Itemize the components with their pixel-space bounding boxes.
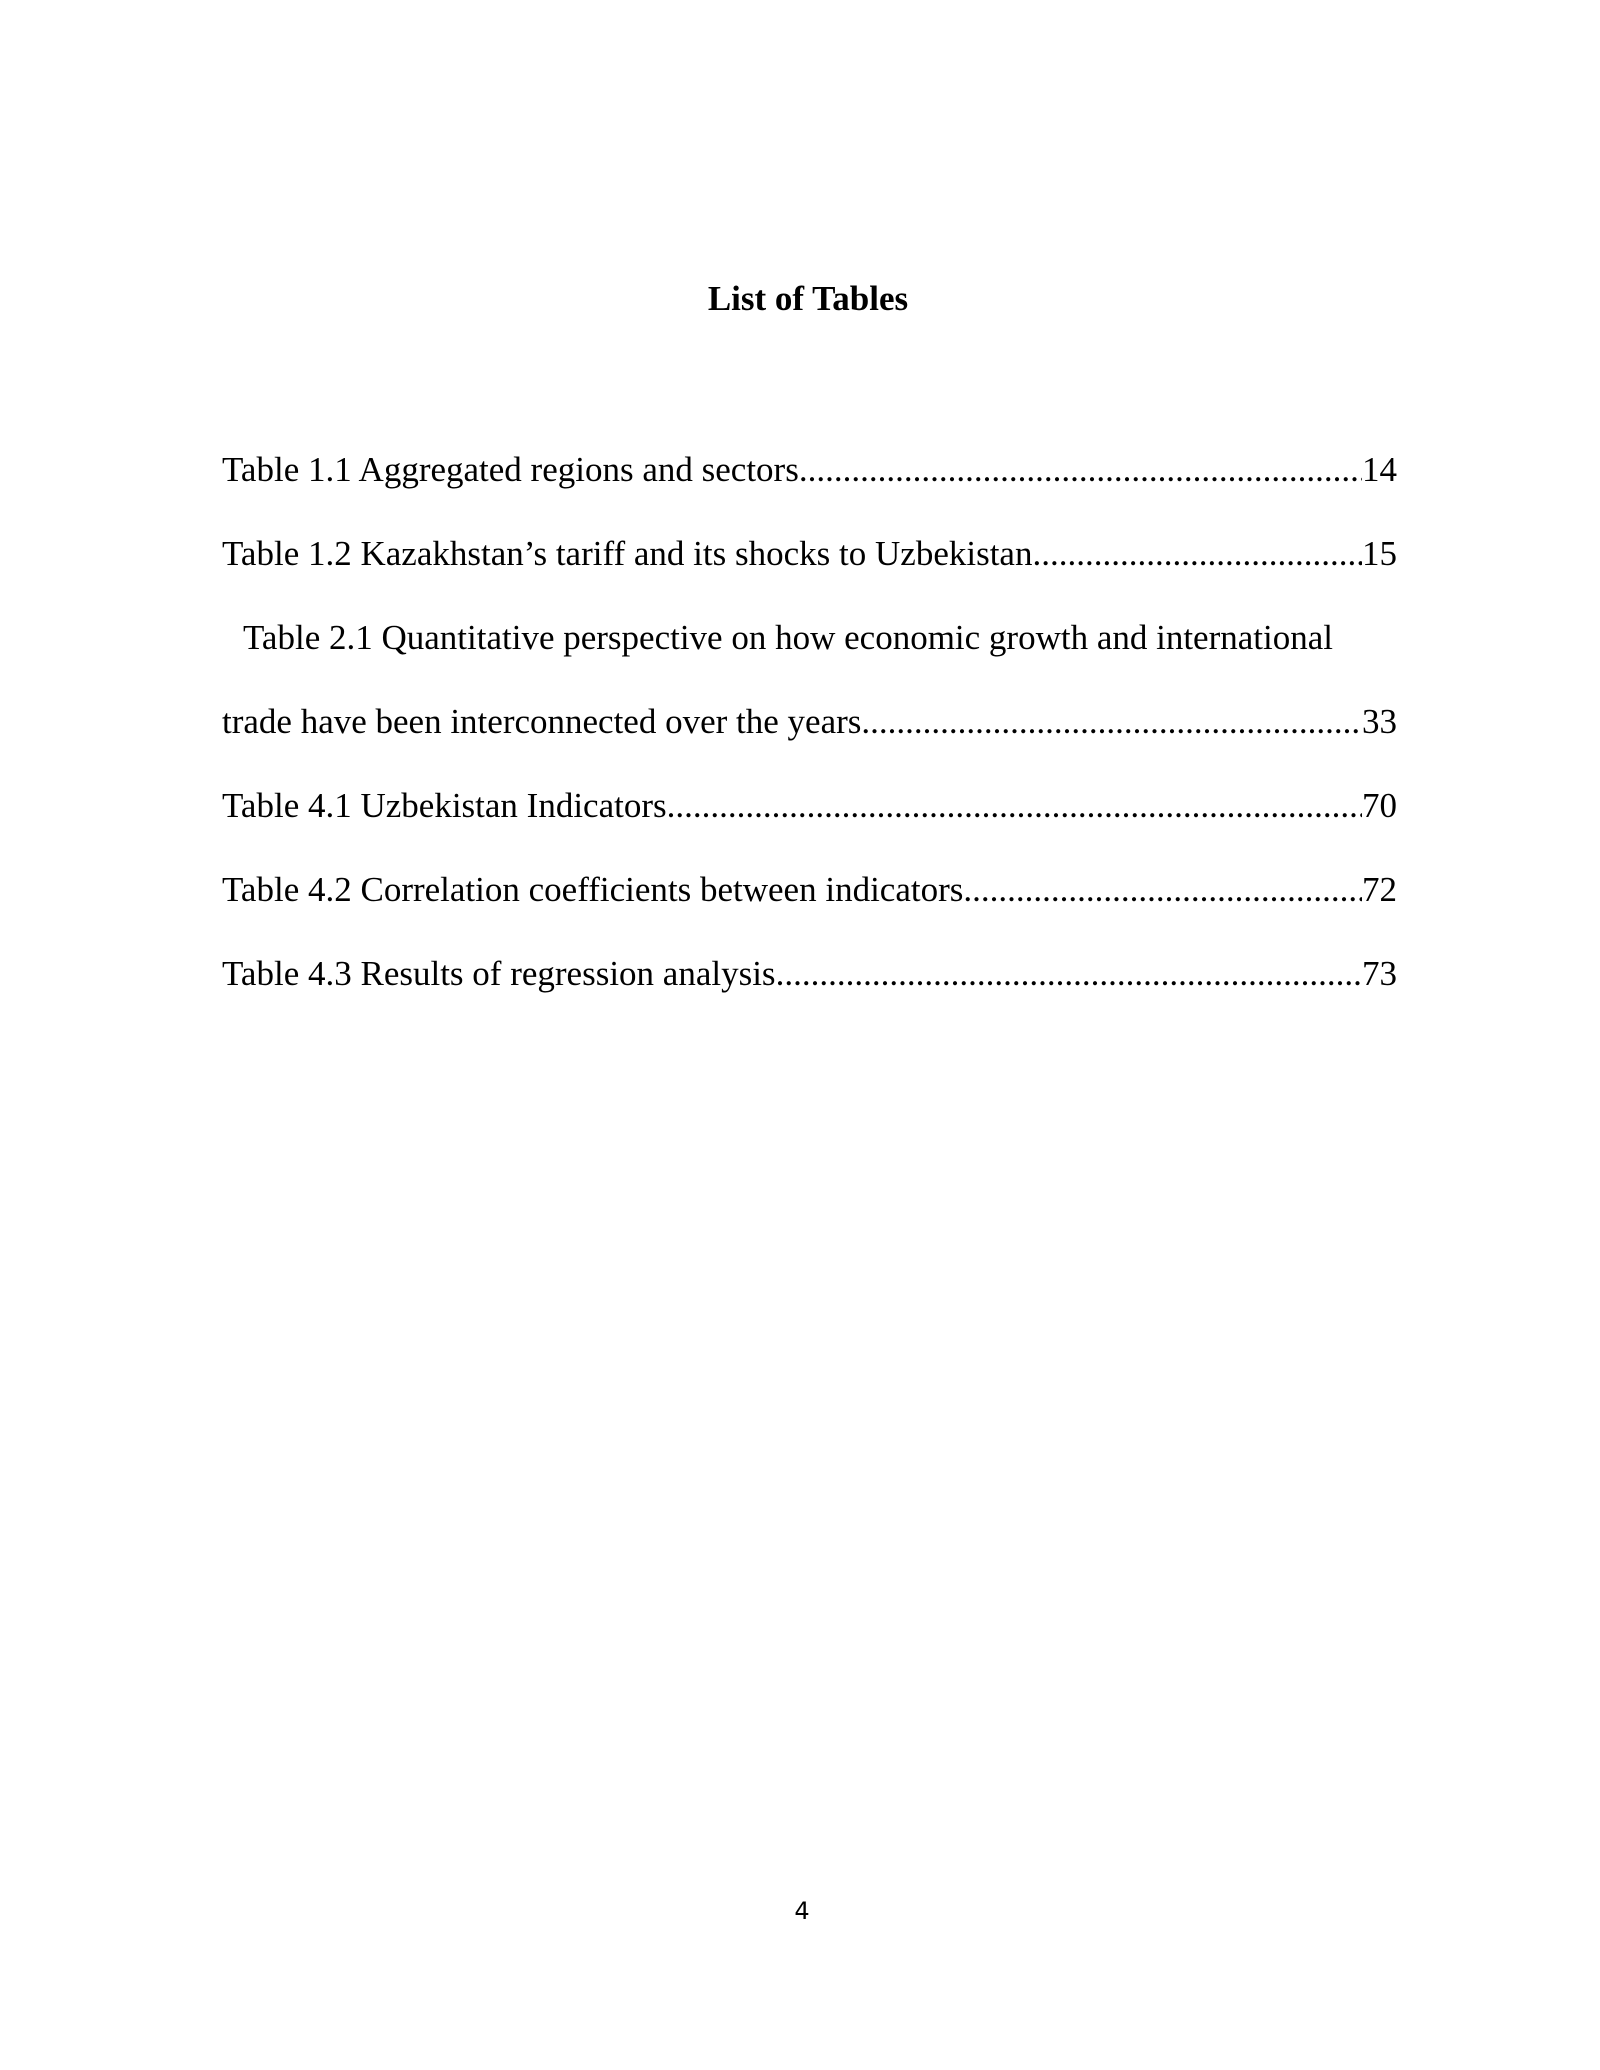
toc-entry-label: Table 1.2 Kazakhstan’s tariff and its shocks to Uzbekistan bbox=[222, 534, 1033, 573]
toc-entry-label: Table 1.1 Aggregated regions and sectors bbox=[222, 450, 799, 489]
toc-entry-table-2-1-line-1[interactable] bbox=[222, 608, 1397, 692]
dot-leader bbox=[799, 440, 1362, 500]
dot-leader bbox=[1032, 524, 1362, 584]
toc-entry-label: trade have been interconnected over the years bbox=[222, 702, 862, 741]
toc-entry-label: Table 2.1 Quantitative perspective on how economic growth and international bbox=[243, 618, 1333, 657]
toc-entry-table-4-3[interactable] bbox=[222, 944, 1397, 1028]
dot-leader bbox=[963, 860, 1362, 920]
dot-leader bbox=[861, 692, 1362, 752]
page-title: List of Tables bbox=[707, 279, 909, 318]
list-of-tables bbox=[222, 440, 1397, 1028]
toc-entry-table-1-2[interactable] bbox=[222, 524, 1397, 608]
dot-leader bbox=[776, 944, 1362, 1004]
toc-entry-label: Table 4.2 Correlation coefficients between indicators bbox=[222, 870, 964, 909]
dot-leader bbox=[667, 776, 1362, 836]
toc-entry-label: Table 4.1 Uzbekistan Indicators bbox=[222, 786, 667, 825]
toc-entry-label: Table 4.3 Results of regression analysis bbox=[222, 954, 776, 993]
toc-entry-table-4-1[interactable] bbox=[222, 776, 1397, 860]
toc-entry-page: 73 bbox=[1362, 954, 1397, 993]
toc-entry-page: 14 bbox=[1362, 450, 1397, 489]
toc-entry-page: 70 bbox=[1362, 786, 1397, 825]
toc-entry-table-4-2[interactable] bbox=[222, 860, 1397, 944]
page-number: 4 bbox=[794, 1897, 810, 1925]
toc-entry-table-2-1-line-2[interactable] bbox=[222, 692, 1397, 776]
toc-entry-page: 15 bbox=[1362, 534, 1397, 573]
toc-entry-table-1-1[interactable] bbox=[222, 440, 1397, 524]
toc-entry-page: 72 bbox=[1362, 870, 1397, 909]
toc-entry-page: 33 bbox=[1362, 702, 1397, 741]
